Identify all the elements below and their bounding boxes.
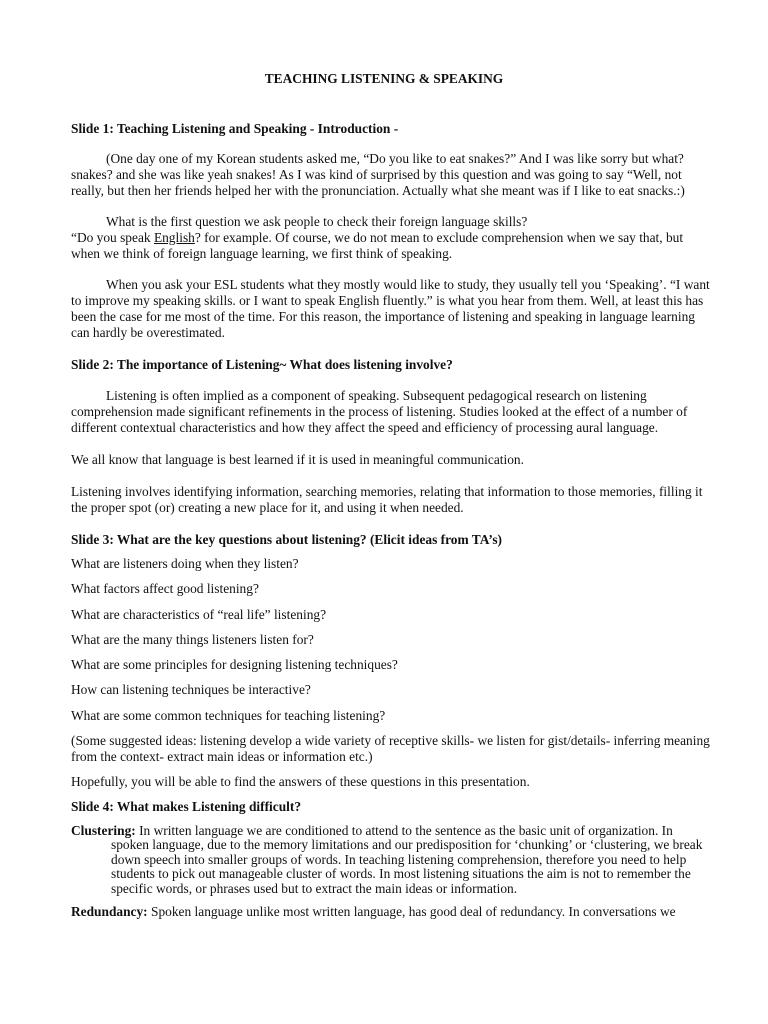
suggested-ideas: (Some suggested ideas: listening develop a wide variety of receptive skills- we listen for gist/details- inferring meaning from the context- extract main ideas or information etc.) [71,733,710,764]
slide3-heading: Slide 3: What are the key questions about listening? (Elicit ideas from TA’s) [71,532,503,547]
question-item: What factors affect good listening? [71,581,259,596]
question-item: What are some principles for designing listening techniques? [71,657,398,672]
question-item: What are characteristics of “real life” listening? [71,607,327,622]
slide4-heading: Slide 4: What makes Listening difficult? [71,799,302,814]
slide1-paragraph-1: (One day one of my Korean students asked me, “Do you like to eat snakes?” And I was like sorry but what? snakes? and she was like yeah snakes! As I was kind of surprised by this question and was going to say “Well, not really, but then her friends helped her with the pronunciation. Actually what she meant was if I like to eat snacks.:) [71,151,685,198]
question-item: What are some common techniques for teaching listening? [71,708,386,723]
slide1-paragraph-2-line1: What is the first question we ask people to check their foreign language skills? [106,214,528,229]
question-item: What are the many things listeners listen for? [71,632,314,647]
slide1-paragraph-3: When you ask your ESL students what they mostly would like to study, they usually tell you ‘Speaking’. “I want to improve my speaking skills. or I want to speak English fluently.” is what you hear from them. Well, at least this has been the case for me most of the time. For this reason, the importance of listening and speaking in language learning can hardly be overestimated. [71,277,710,340]
clustering-entry [71,823,721,898]
redundancy-text: Spoken language unlike most written language, has good deal of redundancy. In conversations we [151,904,676,919]
slide1-heading: Slide 1: Teaching Listening and Speaking - Introduction - [71,121,399,136]
clustering-first: In written language we are conditioned to attend to the sentence as the basic unit of organization. In [139,823,673,838]
slide3-closing: Hopefully, you will be able to find the answers of these questions in this presentation. [71,774,530,789]
question-item: How can listening techniques be interactive? [71,682,311,697]
document-title: TEACHING LISTENING & SPEAKING [264,71,504,86]
question-item: What are listeners doing when they listen? [71,556,299,571]
clustering-rest: spoken language, due to the memory limitations and our predisposition for ‘chunking’ or ‘clustering, we break down speech into smaller groups of words. In teaching listening comprehension, therefore you need to help students to pick out manageable cluster of words. In most listening situations the aim is not to remember the specific words, or phrases used but to extract the main ideas or information. [111,837,703,896]
slide2-paragraph-2: We all know that language is best learned if it is used in meaningful communication. [71,452,524,467]
p2-pre: “Do you speak [71,230,154,245]
redundancy-term: Redundancy: [71,904,148,919]
clustering-first-line [71,823,673,838]
slide1-paragraph-2 [71,214,711,262]
slide2-paragraph-1: Listening is often implied as a component of speaking. Subsequent pedagogical research on listening comprehension made significant refinements in the process of listening. Studies looked at the effect of a number of different contextual characteristics and how they affect the speed and efficiency of processing aural language. [71,388,688,435]
slide2-heading: Slide 2: The importance of Listening~ What does listening involve? [71,357,453,372]
p2-post: ? for example. Of course, we do not mean to exclude comprehension when we say that, but when we think of foreign language learning, we first think of speaking. [71,230,684,261]
slide1-paragraph-2-body [71,230,711,262]
english-link[interactable]: English [153,230,195,245]
slide2-paragraph-3: Listening involves identifying information, searching memories, relating that information to those memories, filling it the proper spot (or) creating a new place for it, and using it when needed. [71,484,703,515]
clustering-term: Clustering: [71,823,136,838]
redundancy-entry [71,904,676,920]
